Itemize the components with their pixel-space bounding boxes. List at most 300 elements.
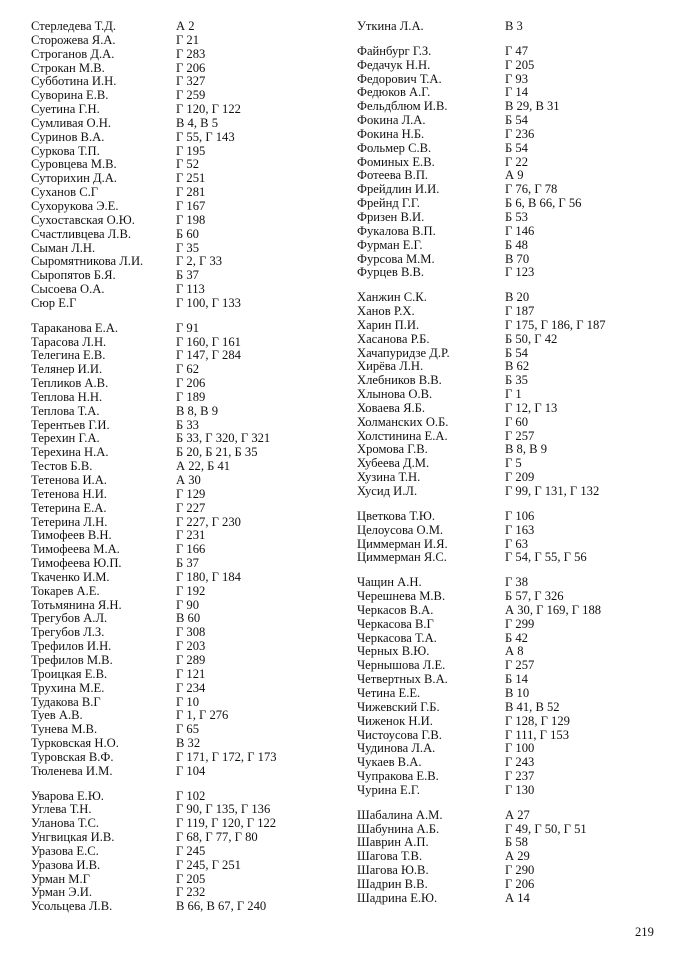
entry-reference: В 8, В 9 [176,404,218,418]
index-entry [357,59,657,73]
entry-reference: Г 2, Г 33 [176,255,223,269]
entry-reference: А 2 [176,20,195,33]
author-name: Телянер И.И. [31,363,103,377]
entry-reference: Г 187 [505,305,535,319]
author-name: Шагова Ю.В. [357,864,429,878]
entry-reference: А 8 [505,645,524,659]
index-entry [357,770,657,784]
index-entry [31,737,331,751]
entry-reference: Г 245 [176,844,206,858]
entry-reference: Г 49, Г 50, Г 51 [505,822,587,836]
entry-reference: Б 58 [505,836,528,850]
author-name: Сухоставская О.Ю. [31,213,135,227]
index-entry [31,34,331,48]
index-entry [357,347,657,361]
author-name: Федорович Т.А. [357,72,442,86]
index-entry [31,460,331,474]
author-name: Черкасов В.А. [357,603,434,617]
author-name: Фукалова В.П. [357,224,436,238]
entry-reference: Г 203 [176,640,206,654]
index-entry [31,405,331,419]
index-entry [31,391,331,405]
entry-reference: Г 68, Г 77, Г 80 [176,831,258,845]
entry-reference: В 41, В 52 [505,700,560,714]
index-entry [357,756,657,770]
index-entry [357,305,657,319]
index-entry [31,654,331,668]
entry-reference: Г 35 [176,241,200,255]
author-name: Тетерина Е.А. [31,501,107,515]
index-entry [357,443,657,457]
entry-reference: Г 195 [176,144,206,158]
page-number: 219 [635,925,654,939]
entry-reference: Г 93 [505,72,529,86]
author-name: Уткина Л.А. [357,20,424,33]
index-entry [31,873,331,887]
author-name: Черкасова В.Г [357,617,434,631]
index-entry [357,128,657,142]
author-name: Трефилов И.Н. [31,640,112,654]
entry-reference: Г 113 [176,283,205,297]
index-entry [31,89,331,103]
index-entry [31,803,331,817]
index-entry [357,253,657,267]
author-name: Харин П.И. [357,318,420,332]
index-entry [31,377,331,391]
index-entry [31,626,331,640]
author-name: Ткаченко И.М. [31,570,110,584]
author-name: Усольцева Л.В. [31,900,113,914]
entry-reference: Г 160, Г 161 [176,335,241,349]
index-entry [31,172,331,186]
author-name: Шаврин А.П. [357,836,429,850]
letter-group [357,45,657,280]
author-name: Урман М.Г [31,872,90,886]
index-entry [357,239,657,253]
index-entry [31,599,331,613]
author-name: Тетенова Н.И. [31,487,107,501]
author-name: Уразова Е.С. [31,844,99,858]
author-name: Трегубов Л.З. [31,626,105,640]
entry-reference: Г 63 [505,537,529,551]
letter-group [357,809,657,906]
entry-reference: Г 90 [176,598,200,612]
author-name: Суханов С.Г [31,186,99,200]
index-entry [357,485,657,499]
entry-reference: А 14 [505,891,530,905]
entry-reference: Г 209 [505,471,535,485]
entry-reference: Г 111, Г 153 [505,728,570,742]
index-entry [357,169,657,183]
entry-reference: Б 37 [176,557,199,571]
index-entry [357,784,657,798]
index-entry [31,557,331,571]
entry-reference: Г 192 [176,584,206,598]
author-name: Фельдблюм И.В. [357,100,448,114]
entry-reference: А 22, Б 41 [176,460,231,474]
author-name: Суторихин Д.А. [31,172,117,186]
index-entry [357,45,657,59]
index-entry [31,103,331,117]
author-name: Чупракова Е.В. [357,770,439,784]
author-name: Хусид И.Л. [357,485,418,498]
entry-reference: Б 57, Г 326 [505,590,564,604]
author-name: Тотьмянина Я.Н. [31,598,122,612]
letter-group [357,20,657,34]
index-entry [31,488,331,502]
entry-reference: Г 47 [505,44,529,58]
author-name: Тудакова В.Г [31,695,101,709]
author-name: Углева Т.Н. [31,803,92,817]
author-name: Федюков А.Г. [357,86,431,100]
entry-reference: Б 33, Г 320, Г 321 [176,432,271,446]
entry-reference: В 4, В 5 [176,116,218,130]
entry-reference: Г 227, Г 230 [176,515,241,529]
entry-reference: Г 1, Г 276 [176,709,229,723]
index-entry [31,751,331,765]
letter-group [31,790,331,915]
author-name: Чукаев В.А. [357,756,422,770]
entry-reference: Г 299 [505,617,535,631]
entry-reference: Г 234 [176,681,206,695]
author-name: Хубеева Д.М. [357,457,430,471]
author-name: Черешнева М.В. [357,590,446,604]
entry-reference: А 30, Г 169, Г 188 [505,603,602,617]
entry-reference: Г 163 [505,523,535,537]
index-entry [31,709,331,723]
index-entry [357,742,657,756]
index-entry [31,117,331,131]
index-entry [31,283,331,297]
index-entry [357,156,657,170]
author-name: Черных В.Ю. [357,645,430,659]
entry-reference: Г 236 [505,127,535,141]
entry-reference: А 27 [505,808,530,822]
entry-reference: Г 259 [176,89,206,103]
index-entry [357,687,657,701]
author-name: Уразова И.В. [31,858,101,872]
entry-reference: Г 198 [176,213,206,227]
author-name: Тунева М.В. [31,723,98,737]
index-entry [31,571,331,585]
author-name: Суворина Е.В. [31,89,109,103]
author-name: Суркова Т.П. [31,144,100,158]
author-name: Черкасова Т.А. [357,631,437,645]
author-name: Терентьев Г.И. [31,418,110,432]
index-entry [357,360,657,374]
author-name: Тюленева И.М. [31,764,113,778]
author-name: Фурсова М.М. [357,252,435,266]
author-name: Чурина Е.Г. [357,783,420,797]
index-entry [31,900,331,914]
index-entry [31,363,331,377]
index-entry [357,86,657,100]
index-column-right [357,20,657,917]
entry-reference: Г 231 [176,529,206,543]
entry-reference: Б 42 [505,631,528,645]
index-entry [357,183,657,197]
index-entry [31,322,331,336]
entry-reference: Г 104 [176,764,206,778]
index-entry [357,632,657,646]
entry-reference: Г 283 [176,47,206,61]
author-name: Четина Е.Е. [357,686,421,700]
author-name: Субботина И.Н. [31,75,117,89]
index-entry [357,823,657,837]
entry-reference: Г 180, Г 184 [176,570,241,584]
author-name: Ханжин С.К. [357,291,427,305]
entry-reference: Г 21 [176,33,200,47]
index-entry [357,604,657,618]
entry-reference: Г 65 [176,723,200,737]
author-name: Стерледева Т.Д. [31,20,117,33]
entry-reference: Г 129 [176,487,206,501]
author-name: Тетерина Л.Н. [31,515,108,529]
index-entry [357,836,657,850]
entry-reference: Г 227 [176,501,206,515]
index-entry [31,336,331,350]
index-entry [31,255,331,269]
entry-reference: В 70 [505,252,530,266]
entry-reference: Г 281 [176,186,206,200]
index-entry [31,831,331,845]
entry-reference: Г 171, Г 172, Г 173 [176,750,277,764]
index-entry [31,131,331,145]
entry-reference: Г 60 [505,415,529,429]
entry-reference: В 10 [505,686,530,700]
entry-reference: Г 243 [505,756,535,770]
index-entry [31,62,331,76]
author-name: Хачапуридзе Д.Р. [357,346,450,360]
entry-reference: Г 128, Г 129 [505,714,570,728]
author-name: Шадрина Е.Ю. [357,891,438,905]
index-entry [31,790,331,804]
index-entry [357,430,657,444]
entry-reference: Б 48 [505,238,528,252]
index-entry [31,765,331,779]
index-entry [357,729,657,743]
author-name: Чудинова Л.А. [357,742,436,756]
author-name: Фокина Л.А. [357,114,426,128]
entry-reference: Г 123 [505,266,535,280]
index-entry [357,402,657,416]
index-entry [357,645,657,659]
entry-reference: Г 206 [176,377,206,391]
author-name: Шабунина А.Б. [357,822,440,836]
entry-reference: В 60 [176,612,201,626]
entry-reference: Г 91 [176,321,200,335]
index-entry [31,75,331,89]
entry-reference: Б 35 [505,374,528,388]
entry-reference: Г 237 [505,770,535,784]
index-entry [31,419,331,433]
author-name: Туев А.В. [31,709,83,723]
author-name: Четвертных В.А. [357,673,448,687]
index-entry [31,859,331,873]
author-name: Фризен В.И. [357,210,425,224]
index-entry [357,809,657,823]
entry-reference: А 30 [176,474,201,487]
author-name: Трегубов А.Л. [31,612,108,626]
index-entry [31,886,331,900]
author-name: Тарасова Л.Н. [31,335,107,349]
entry-reference: Г 245, Г 251 [176,858,241,872]
entry-reference: Г 5 [505,457,522,471]
author-name: Суринов В.А. [31,130,105,144]
author-name: Тестов Б.В. [31,460,93,474]
entry-reference: Г 1 [505,388,522,402]
author-name: Сыромятникова Л.И. [31,255,144,269]
index-entry [357,576,657,590]
index-entry [357,510,657,524]
entry-reference: Г 232 [176,886,206,900]
entry-reference: Г 12, Г 13 [505,401,558,415]
index-entry [31,529,331,543]
index-entry [357,197,657,211]
author-name: Тетенова И.А. [31,474,107,487]
index-entry [31,20,331,34]
index-entry [31,145,331,159]
entry-reference: Г 166 [176,543,206,557]
index-entry [357,524,657,538]
index-entry [31,446,331,460]
index-entry [31,502,331,516]
index-entry [357,457,657,471]
index-entry [31,543,331,557]
author-name: Телегина Е.В. [31,349,106,363]
index-entry [31,474,331,488]
index-entry [31,214,331,228]
entry-reference: Г 100, Г 133 [176,296,241,310]
author-name: Унгвицкая И.В. [31,831,115,845]
author-name: Шагова Т.В. [357,850,423,864]
author-name: Сысоева О.А. [31,283,105,297]
entry-reference: Г 175, Г 186, Г 187 [505,318,606,332]
author-name: Федачук Н.Н. [357,58,431,72]
author-name: Сюр Е.Г [31,296,77,310]
letter-group [357,291,657,499]
author-name: Целоусова О.М. [357,523,444,537]
author-name: Тепликов А.В. [31,377,109,391]
entry-reference: Г 289 [176,653,206,667]
index-entry [357,266,657,280]
index-entry [357,142,657,156]
entry-reference: Г 52 [176,158,200,172]
author-name: Хлебников В.В. [357,374,442,388]
entry-reference: Г 54, Г 55, Г 56 [505,551,587,565]
entry-reference: Г 38 [505,576,529,590]
index-entry [31,723,331,737]
entry-reference: Г 205 [505,58,535,72]
author-name: Сухорукова Э.Е. [31,199,119,213]
author-name: Турковская Н.О. [31,737,119,751]
index-entry [31,297,331,311]
letter-group [357,510,657,565]
letter-group [31,322,331,779]
index-entry [357,20,657,34]
author-name: Холманских О.Б. [357,415,449,429]
index-entry [357,715,657,729]
author-name: Файнбург Г.З. [357,44,432,58]
entry-reference: Г 55, Г 143 [176,130,235,144]
author-name: Сыман Л.Н. [31,241,96,255]
entry-reference: В 3 [505,20,523,33]
index-entry [357,388,657,402]
author-name: Чистоусова Г.В. [357,728,442,742]
index-entry [357,291,657,305]
index-entry [31,516,331,530]
index-entry [357,225,657,239]
index-entry [31,640,331,654]
author-name: Шабалина А.М. [357,808,443,822]
entry-reference: Г 205 [176,872,206,886]
entry-reference: Б 14 [505,673,528,687]
author-name: Терехин Г.А. [31,432,100,446]
entry-reference: Б 37 [176,269,199,283]
entry-reference: Г 327 [176,75,206,89]
entry-reference: В 62 [505,360,530,374]
entry-reference: Г 90, Г 135, Г 136 [176,803,271,817]
author-name: Токарев А.Е. [31,584,100,598]
author-name: Строганов Д.А. [31,47,115,61]
author-name: Тимофеева М.А. [31,543,120,557]
author-name: Цветкова Т.Ю. [357,509,436,523]
index-entry [357,659,657,673]
author-name: Ховаева Я.Б. [357,401,426,415]
entry-reference: Г 130 [505,783,535,797]
entry-reference: Г 206 [505,877,535,891]
author-name: Суровцева М.В. [31,158,117,172]
index-entry [357,864,657,878]
author-name: Тимофеев В.Н. [31,529,112,543]
index-entry [357,618,657,632]
author-name: Сумливая О.Н. [31,116,112,130]
entry-reference: Б 54 [505,346,528,360]
entry-reference: Г 22 [505,155,529,169]
entry-reference: Б 33 [176,418,199,432]
index-entry [31,349,331,363]
index-entry [357,471,657,485]
author-name: Фрейдлин И.И. [357,183,440,197]
entry-reference: Г 290 [505,864,535,878]
author-name: Трефилов М.В. [31,653,113,667]
index-entry [357,114,657,128]
author-name: Урман Э.И. [31,886,92,900]
index-entry [31,228,331,242]
entry-reference: А 29 [505,850,530,864]
entry-reference: В 32 [176,737,201,751]
entry-reference: Г 10 [176,695,200,709]
author-name: Туровская В.Ф. [31,750,114,764]
author-name: Сыропятов Б.Я. [31,269,116,283]
index-column-left [31,20,331,925]
author-name: Тимофеева Ю.П. [31,557,122,571]
entry-reference: Г 251 [176,172,206,186]
entry-reference: Б 50, Г 42 [505,332,558,346]
author-name: Хирёва Л.Н. [357,360,424,374]
index-entry [357,701,657,715]
author-name: Хасанова Р.Б. [357,332,430,346]
author-name: Суетина Г.Н. [31,103,100,117]
index-entry [31,200,331,214]
index-entry [31,48,331,62]
author-name: Хузина Т.Н. [357,471,421,485]
entry-reference: Б 20, Б 21, Б 35 [176,446,258,460]
entry-reference: Г 99, Г 131, Г 132 [505,485,600,498]
index-entry [357,333,657,347]
index-entry [357,590,657,604]
entry-reference: Г 257 [505,429,535,443]
